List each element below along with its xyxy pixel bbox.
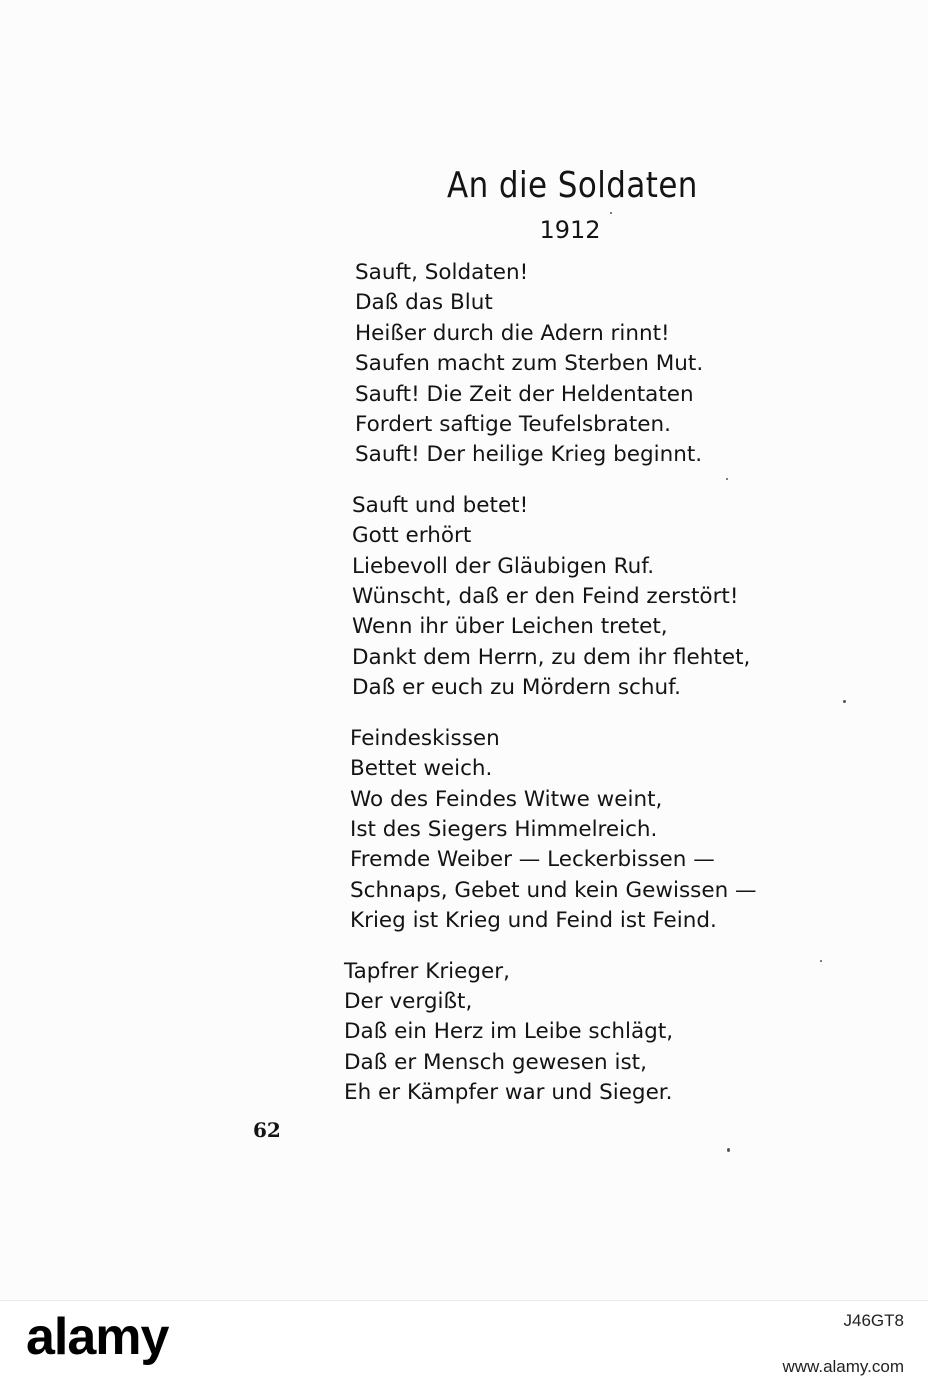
poem-line: Eh er Kämpfer war und Sieger. [344,1080,673,1106]
poem-line: Fremde Weiber — Leckerbissen — [350,847,715,873]
stanza [355,258,822,471]
poem-body [344,258,822,1129]
poem-line: Sauft! Der heilige Krieg beginnt. [355,442,703,468]
poem-line: Liebevoll der Gläubigen Ruf. [352,553,655,579]
stanza [350,724,822,937]
page-number: 62 [253,1118,281,1142]
poem-line: Gott erhört [352,523,472,549]
watermark-footer [0,1300,928,1390]
poem-line: Daß er Mensch gewesen ist, [344,1049,647,1075]
alamy-logo: alamy [26,1308,169,1366]
stanza [344,957,822,1109]
stanza [352,491,822,704]
poem-line: Heißer durch die Adern rinnt! [355,320,670,346]
poem-line: Daß das Blut [355,290,493,316]
poem-line: Tapfrer Krieger, [344,958,510,984]
poem-line: Feindeskissen [350,725,500,751]
paper-speck [820,960,822,962]
poem-line: Dankt dem Herrn, zu dem ihr flehtet, [352,644,751,670]
poem-line: Krieg ist Krieg und Feind ist Feind. [350,908,717,934]
poem-line: Sauft und betet! [352,492,529,518]
poem-line: Wünscht, daß er den Feind zerstört! [352,584,739,610]
poem-line: Sauft, Soldaten! [355,260,529,285]
poem-line: Schnaps, Gebet und kein Gewissen — [350,877,757,903]
poem-year: 1912 [539,216,601,244]
poem-line: Daß ein Herz im Leibe schlägt, [344,1019,674,1045]
poem-line: Daß er euch zu Mördern schuf. [352,675,681,701]
paper-speck [843,700,846,703]
poem-line: Fordert saftige Teufelsbraten. [355,412,671,438]
poem-line: Ist des Siegers Himmelreich. [350,816,658,842]
paper-speck [727,1148,730,1152]
image-id: J46GT8 [843,1311,904,1330]
poem-line: Bettet weich. [350,756,493,782]
poem-line: Saufen macht zum Sterben Mut. [355,351,704,377]
poem-line: Sauft! Die Zeit der Heldentaten [355,381,694,407]
paper-speck [726,478,728,480]
poem-line: Wenn ihr über Leichen tretet, [352,614,668,640]
paper-speck [610,212,612,214]
poem-title: An die Soldaten [446,165,698,206]
poem-line: Der vergißt, [344,988,473,1014]
site-url: www.alamy.com [782,1357,904,1376]
poem-line: Wo des Feindes Witwe weint, [350,786,663,812]
